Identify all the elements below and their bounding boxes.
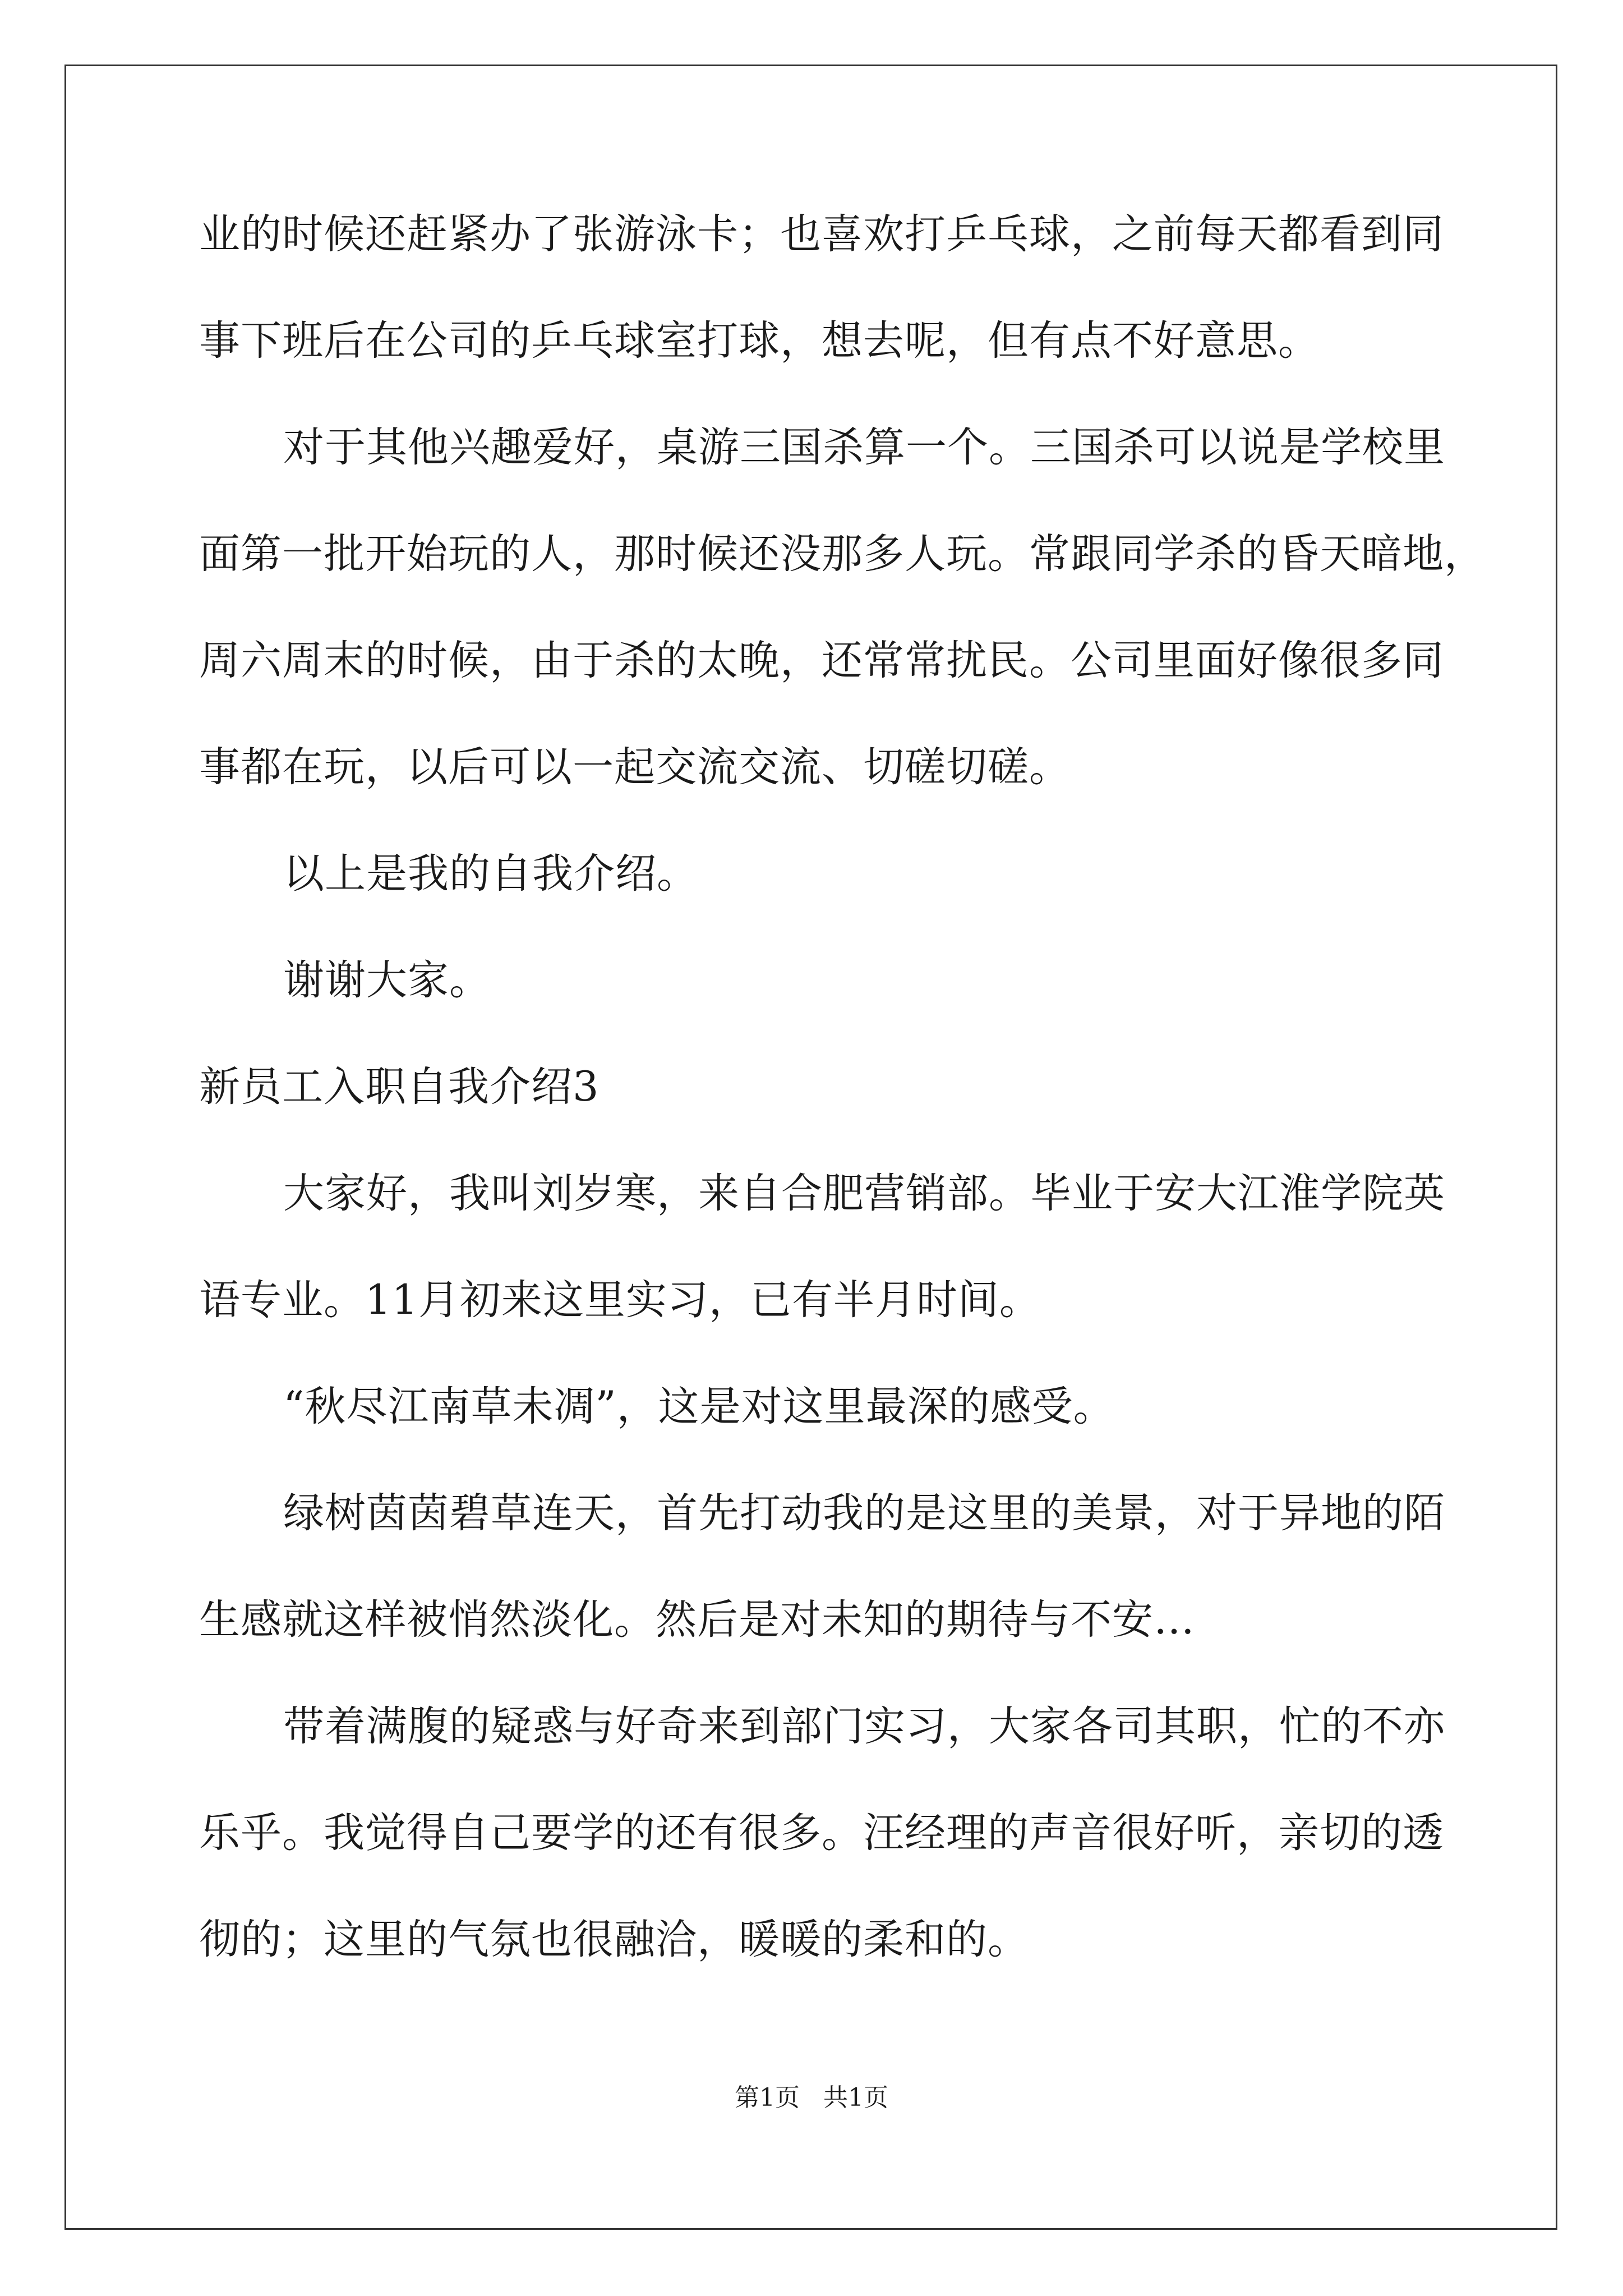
- text-line: 彻的；这里的气氛也很融洽，暖暖的柔和的。: [199, 1916, 1029, 1963]
- text-line: 周六周末的时候，由于杀的太晚，还常常扰民。公司里面好像很多同: [199, 637, 1444, 684]
- paragraph-8: [199, 1700, 1445, 1966]
- paragraph-4: [199, 954, 1433, 1060]
- page-total: 共1页: [823, 2083, 888, 2112]
- page-number: 第1页: [735, 2083, 800, 2112]
- text-line: 绿树茵茵碧草连天，首先打动我的是这里的美景，对于异地的陌: [283, 1489, 1445, 1537]
- text-line: 语专业。11月初来这里实习，已有半月时间。: [199, 1276, 1041, 1324]
- paragraph-2: [199, 421, 1486, 847]
- text-line: 大家好，我叫刘岁寒，来自合肥营销部。毕业于安大江淮学院英: [283, 1170, 1445, 1217]
- text-line: 谢谢大家。: [283, 956, 491, 1004]
- text-line: 事都在玩，以后可以一起交流交流、切磋切磋。: [199, 743, 1071, 791]
- page-footer: [0, 2081, 1623, 2115]
- document-body: [199, 208, 1486, 1966]
- text-line: 带着满腹的疑惑与好奇来到部门实习，大家各司其职，忙的不亦: [283, 1703, 1445, 1750]
- paragraph-1: [199, 208, 1444, 421]
- text-line: 事下班后在公司的乒乓球室打球，想去呢，但有点不好意思。: [199, 317, 1320, 365]
- paragraph-5: [199, 1167, 1445, 1380]
- paragraph-6: [199, 1380, 1433, 1487]
- text-line: “秋尽江南草未凋”，这是对这里最深的感受。: [283, 1383, 1115, 1430]
- heading-line: 新员工入职自我介绍3: [199, 1063, 600, 1111]
- text-line: 业的时候还赶紧办了张游泳卡；也喜欢打乒乓球，之前每天都看到同: [199, 210, 1444, 258]
- text-line: 面第一批开始玩的人，那时候还没那多人玩。常跟同学杀的昏天暗地，: [199, 530, 1486, 578]
- text-line: 生感就这样被悄然淡化。然后是对未知的期待与不安…: [199, 1596, 1195, 1644]
- text-line: 对于其他兴趣爱好，桌游三国杀算一个。三国杀可以说是学校里: [283, 424, 1445, 471]
- paragraph-7: [199, 1487, 1445, 1700]
- paragraph-3: [199, 847, 1433, 954]
- section-heading: [199, 1060, 1433, 1167]
- text-line: 乐乎。我觉得自己要学的还有很多。汪经理的声音很好听，亲切的透: [199, 1809, 1444, 1857]
- text-line: 以上是我的自我介绍。: [283, 850, 698, 898]
